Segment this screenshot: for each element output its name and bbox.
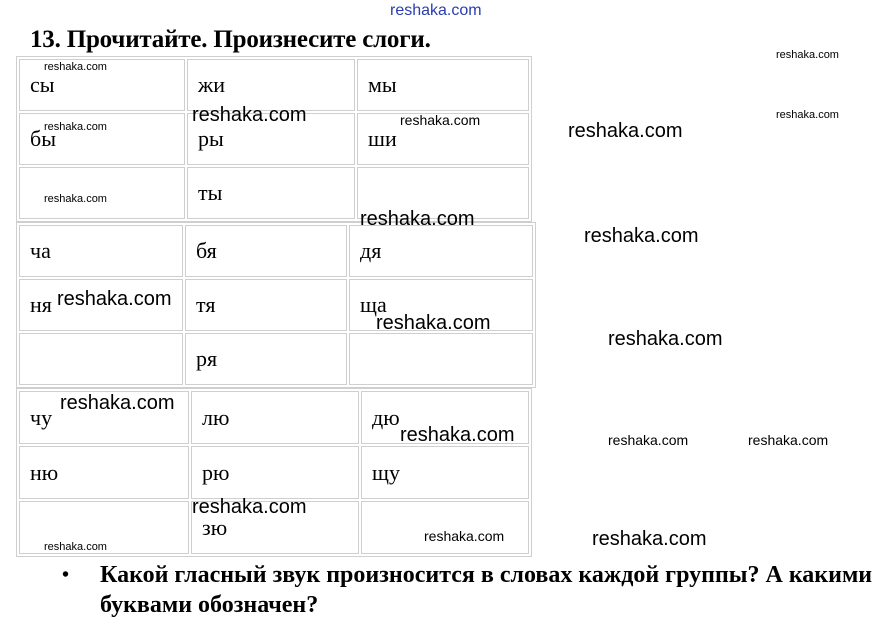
watermark: reshaka.com (400, 112, 481, 128)
syllable-cell: щу (361, 446, 529, 499)
bullet-icon: • (62, 564, 70, 586)
syllable-cell: ча (19, 225, 183, 277)
syllable-cell: дя (349, 225, 533, 277)
watermark: reshaka.com (57, 288, 172, 310)
watermark: reshaka.com (424, 528, 505, 544)
syllable-cell: ня (19, 279, 183, 331)
syllable-cell: тя (185, 279, 347, 331)
question-text: Какой гласный звук произносится в словах каждой группы? А какими буквами обозначен? (100, 562, 873, 618)
syllable-cell: рю (191, 446, 359, 499)
watermark: reshaka.com (60, 392, 175, 414)
syllable-cell: ты (187, 167, 355, 219)
syllable-cell (19, 333, 183, 385)
watermark: reshaka.com (360, 208, 475, 230)
syllable-cell: ши (357, 113, 529, 165)
watermark: reshaka.com (592, 528, 707, 550)
question-item (62, 560, 877, 620)
watermark: reshaka.com (44, 541, 107, 553)
syllable-cell: чу (19, 391, 189, 444)
syllable-cell: ню (19, 446, 189, 499)
watermark: reshaka.com (44, 193, 107, 205)
syllable-cell: сы (19, 59, 185, 111)
syllable-cell: бы (19, 113, 185, 165)
syllable-cell (349, 333, 533, 385)
watermark: reshaka.com (192, 496, 307, 518)
site-header-link[interactable]: reshaka.com (390, 2, 482, 19)
syllable-cell: ря (185, 333, 347, 385)
syllable-cell: ры (187, 113, 355, 165)
watermark: reshaka.com (584, 225, 699, 247)
watermark: reshaka.com (400, 424, 515, 446)
watermark: reshaka.com (44, 121, 107, 133)
watermark: reshaka.com (608, 432, 689, 448)
syllable-cell: зю (191, 501, 359, 554)
syllable-cell: жи (187, 59, 355, 111)
watermark: reshaka.com (608, 328, 723, 350)
watermark: reshaka.com (192, 104, 307, 126)
watermark: reshaka.com (776, 49, 839, 61)
syllable-cell: дю (361, 391, 529, 444)
syllable-cell: ща (349, 279, 533, 331)
watermark: reshaka.com (44, 61, 107, 73)
watermark: reshaka.com (376, 312, 491, 334)
watermark: reshaka.com (776, 109, 839, 121)
syllable-cell: лю (191, 391, 359, 444)
table-row (19, 333, 533, 385)
table-row (19, 225, 533, 277)
watermark: reshaka.com (748, 432, 829, 448)
syllable-cell: мы (357, 59, 529, 111)
syllable-cell: бя (185, 225, 347, 277)
watermark: reshaka.com (568, 120, 683, 142)
table-row (19, 446, 529, 499)
task-title: 13. Прочитайте. Произнесите слоги. (30, 26, 431, 53)
